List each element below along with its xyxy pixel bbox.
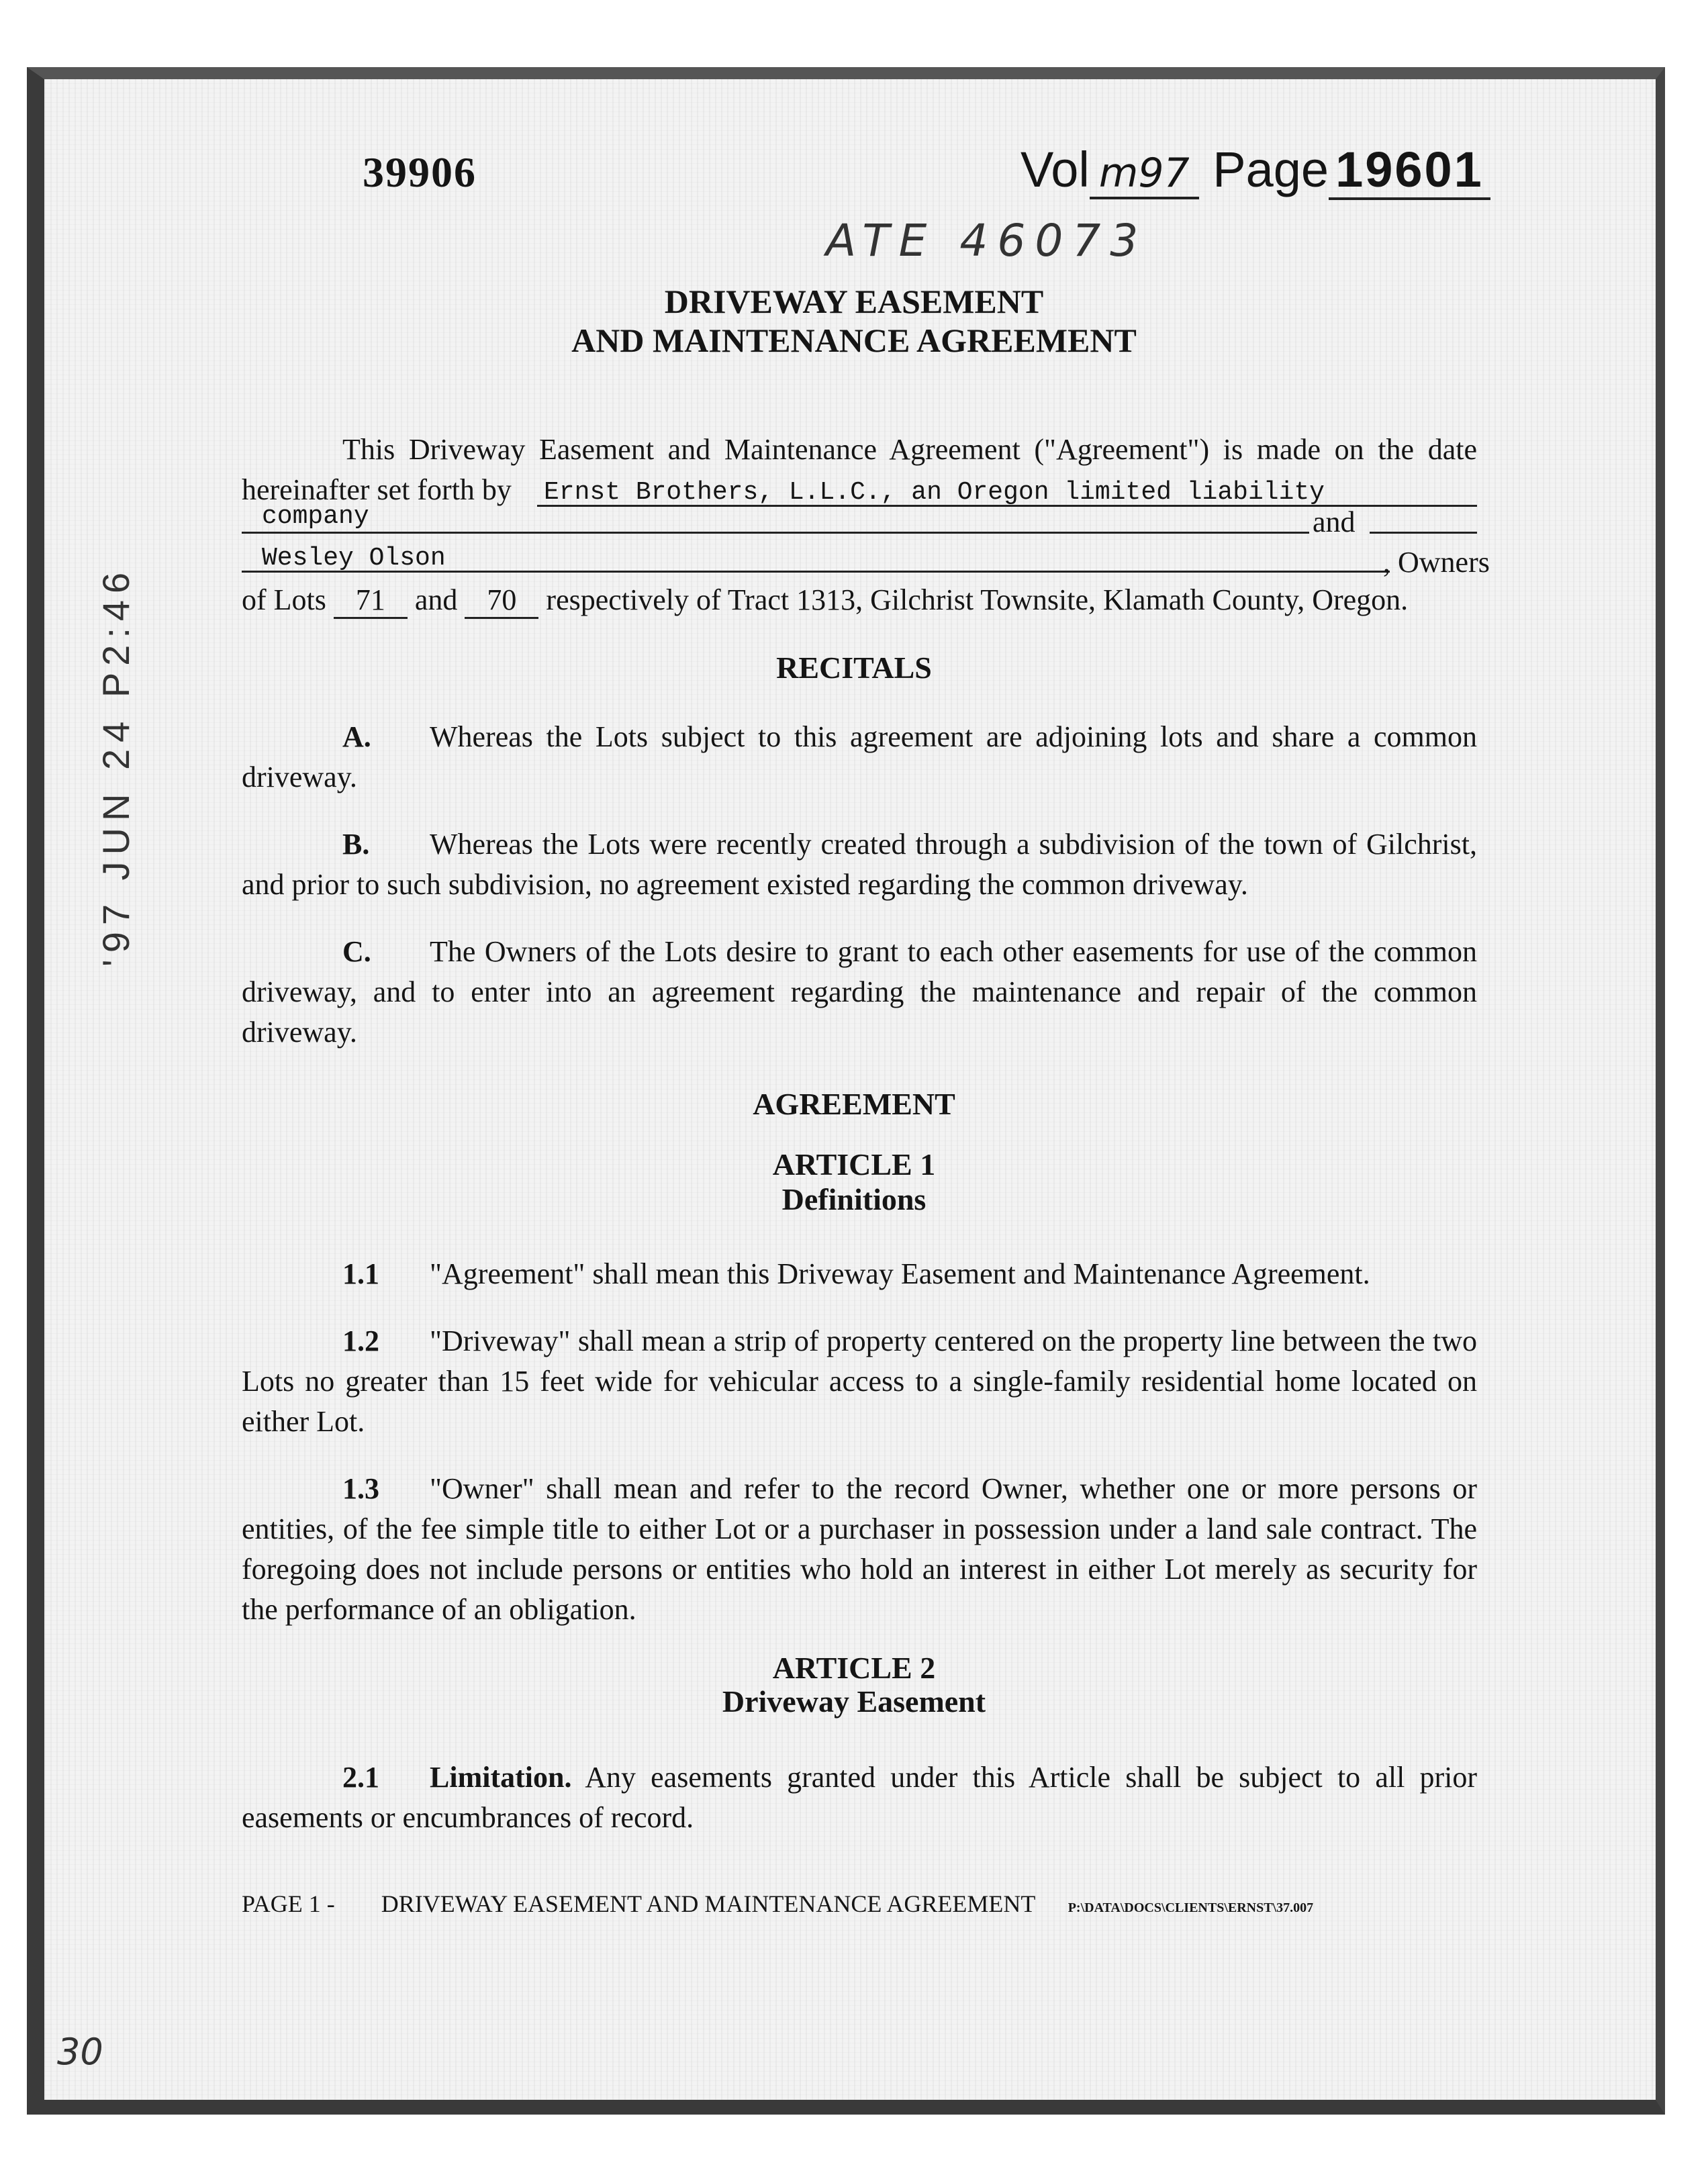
document-number: 39906 [363,148,477,196]
party2-underline [242,571,1390,573]
and-text: and [1313,505,1356,538]
recording-stamp: '97 JUN 24 P2:46 [95,565,137,967]
page-footer [242,1890,1313,1918]
handwritten-reference: ATE 46073 [826,215,1148,267]
article1-subtitle: Definitions [781,1182,927,1216]
recital-c: C. The Owners of the Lots desire to grant to each other easements for use of the common driveway, and to enter into an agreement regarding the maintenance and repair of the common driveway. [242,935,1477,1049]
document-title-line1: DRIVEWAY EASEMENT [664,283,1044,320]
document-title-line2: AND MAINTENANCE AGREEMENT [571,322,1137,359]
margin-handwritten-number: 30 [57,2031,103,2073]
section-1-1: 1.1 "Agreement" shall mean this Driveway Easement and Maintenance Agreement. [342,1257,1370,1290]
footer-title: DRIVEWAY EASEMENT AND MAINTENANCE AGREEMENT [381,1890,1035,1917]
article2-subtitle: Driveway Easement [722,1684,986,1719]
page-label: Page [1213,142,1329,197]
party1-line2: company [262,502,369,531]
lot2: 70 [465,583,538,619]
section-2-1: 2.1 Limitation. Any easements granted under this Article shall be subject to all prior easements or encumbrances of record. [242,1761,1477,1834]
recitals-heading: RECITALS [776,650,932,685]
vol-label: Vol [1021,142,1090,197]
party1-underline2 [242,532,1309,534]
lot1: 71 [334,583,408,619]
and-underline [1370,532,1477,534]
party2: Wesley Olson [262,544,446,573]
article2-title: ARTICLE 2 [772,1651,936,1685]
footer-path: P:\DATA\DOCS\CLIENTS\ERNST\37.007 [1068,1900,1314,1915]
volume-page-reference [1021,141,1490,198]
recital-a: A. Whereas the Lots subject to this agreement are adjoining lots and share a common driveway. [242,720,1477,793]
owners-text: , Owners [1383,546,1490,579]
page-value: 19601 [1329,142,1490,200]
vol-value: m97 [1090,150,1199,199]
section-1-3: 1.3 "Owner" shall mean and refer to the record Owner, whether one or more persons or entities, of the fee simple title to either Lot or a purchaser in possession under a land sale contract. The foregoing does not include persons or entities who hold an interest in either Lot merely as security for the performance of an obligation. [242,1472,1477,1626]
section-1-2: 1.2 "Driveway" shall mean a strip of property centered on the property line between the two Lots no greater than 15 feet wide for vehicular access to a single-family residential home located on either Lot. [242,1324,1477,1438]
agreement-heading: AGREEMENT [753,1087,955,1121]
party1-line1: Ernst Brothers, L.L.C., an Oregon limited liability [544,478,1325,507]
lots-line: of Lots 71 and 70 respectively of Tract 1313, Gilchrist Townsite, Klamath County, Oregon. [242,583,1408,619]
article1-title: ARTICLE 1 [772,1147,936,1181]
recital-b: B. Whereas the Lots were recently created through a subdivision of the town of Gilchrist, and prior to such subdivision, no agreement existed regarding the common driveway. [242,828,1477,901]
intro-text: This Driveway Easement and Maintenance Agreement ("Agreement") is made on the date hereinafter set forth by [242,433,1477,506]
footer-page: PAGE 1 - [242,1890,335,1917]
